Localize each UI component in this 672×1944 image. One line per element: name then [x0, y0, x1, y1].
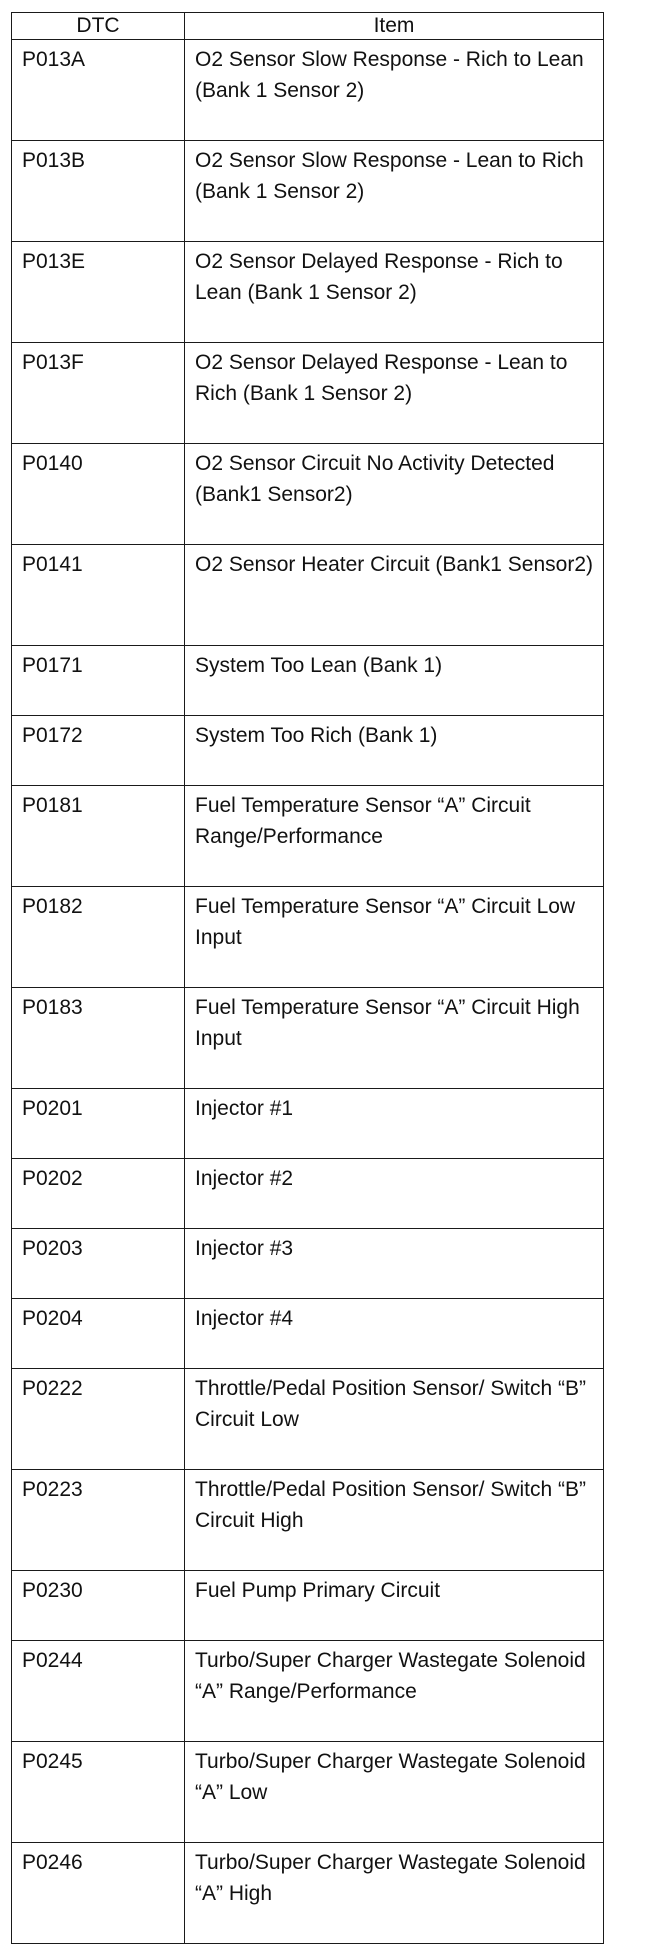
dtc-code: P0223 — [22, 1478, 83, 1501]
dtc-code-cell — [12, 1843, 185, 1944]
table-row — [12, 242, 604, 343]
table-row — [12, 40, 604, 141]
table-row — [12, 1470, 604, 1571]
dtc-item: Fuel Temperature Sensor “A” Circuit High Input — [195, 996, 580, 1050]
dtc-item-cell — [185, 1843, 604, 1944]
dtc-item: O2 Sensor Slow Response - Rich to Lean (Bank 1 Sensor 2) — [195, 48, 584, 102]
dtc-item-cell — [185, 242, 604, 343]
dtc-item: System Too Lean (Bank 1) — [195, 654, 443, 677]
dtc-item-cell — [185, 716, 604, 786]
dtc-code: P0245 — [22, 1750, 83, 1773]
dtc-code-cell — [12, 646, 185, 716]
dtc-item-cell — [185, 545, 604, 646]
table-row — [12, 343, 604, 444]
dtc-item-cell — [185, 1159, 604, 1229]
dtc-item: Injector #1 — [195, 1097, 294, 1120]
dtc-code-cell — [12, 1089, 185, 1159]
dtc-code-cell — [12, 545, 185, 646]
dtc-item: Injector #3 — [195, 1237, 294, 1260]
dtc-code: P0203 — [22, 1237, 83, 1260]
dtc-code: P013A — [22, 48, 86, 71]
table-row — [12, 786, 604, 887]
dtc-code-cell — [12, 1470, 185, 1571]
dtc-item-cell — [185, 1229, 604, 1299]
dtc-item: Fuel Pump Primary Circuit — [195, 1579, 441, 1602]
dtc-item-cell — [185, 1742, 604, 1843]
dtc-code-cell — [12, 1159, 185, 1229]
dtc-code-cell — [12, 786, 185, 887]
dtc-code: P0183 — [22, 996, 83, 1019]
dtc-code: P013B — [22, 149, 86, 172]
header-dtc: DTC — [12, 13, 185, 40]
dtc-item: Turbo/Super Charger Wastegate Solenoid “A” High — [195, 1851, 586, 1905]
dtc-code-cell — [12, 343, 185, 444]
table-row — [12, 1159, 604, 1229]
dtc-item: O2 Sensor Slow Response - Lean to Rich (Bank 1 Sensor 2) — [195, 149, 584, 203]
table-row — [12, 444, 604, 545]
dtc-item-cell — [185, 1299, 604, 1369]
dtc-item: System Too Rich (Bank 1) — [195, 724, 438, 747]
dtc-code-cell — [12, 40, 185, 141]
dtc-item: Throttle/Pedal Position Sensor/ Switch “B” Circuit High — [195, 1478, 587, 1532]
dtc-code: P0172 — [22, 724, 83, 747]
dtc-code: P0141 — [22, 553, 83, 576]
dtc-item-cell — [185, 141, 604, 242]
dtc-code: P013E — [22, 250, 86, 273]
dtc-code: P0222 — [22, 1377, 83, 1400]
dtc-code: P0246 — [22, 1851, 83, 1874]
dtc-item-cell — [185, 887, 604, 988]
dtc-table — [11, 12, 604, 1944]
dtc-item-cell — [185, 343, 604, 444]
table-row — [12, 1089, 604, 1159]
dtc-code-cell — [12, 988, 185, 1089]
table-row — [12, 646, 604, 716]
table-row — [12, 1299, 604, 1369]
dtc-code: P0202 — [22, 1167, 83, 1190]
dtc-code-cell — [12, 444, 185, 545]
dtc-item-cell — [185, 1089, 604, 1159]
dtc-code-cell — [12, 242, 185, 343]
dtc-item-cell — [185, 1571, 604, 1641]
table-row — [12, 141, 604, 242]
dtc-item: Turbo/Super Charger Wastegate Solenoid “A” Range/Performance — [195, 1649, 586, 1703]
dtc-item: O2 Sensor Heater Circuit (Bank1 Sensor2) — [195, 553, 594, 576]
dtc-code: P0182 — [22, 895, 83, 918]
dtc-code-cell — [12, 1229, 185, 1299]
table-row — [12, 716, 604, 786]
dtc-code: P0201 — [22, 1097, 83, 1120]
dtc-code: P0181 — [22, 794, 83, 817]
dtc-item-cell — [185, 1470, 604, 1571]
dtc-item: Injector #2 — [195, 1167, 294, 1190]
dtc-code-cell — [12, 716, 185, 786]
table-row — [12, 1641, 604, 1742]
dtc-item-cell — [185, 786, 604, 887]
dtc-item: O2 Sensor Circuit No Activity Detected (Bank1 Sensor2) — [195, 452, 555, 506]
table-row — [12, 545, 604, 646]
dtc-item: Turbo/Super Charger Wastegate Solenoid “A” Low — [195, 1750, 586, 1804]
dtc-item: Fuel Temperature Sensor “A” Circuit Range/Performance — [195, 794, 531, 848]
dtc-item-cell — [185, 40, 604, 141]
dtc-code-cell — [12, 1742, 185, 1843]
dtc-code: P0140 — [22, 452, 83, 475]
dtc-item-cell — [185, 646, 604, 716]
table-row — [12, 1369, 604, 1470]
dtc-code: P013F — [22, 351, 84, 374]
dtc-item: Fuel Temperature Sensor “A” Circuit Low Input — [195, 895, 576, 949]
dtc-item-cell — [185, 988, 604, 1089]
table-row — [12, 1843, 604, 1944]
dtc-code-cell — [12, 887, 185, 988]
dtc-code: P0204 — [22, 1307, 83, 1330]
dtc-code: P0171 — [22, 654, 83, 677]
table-row — [12, 1571, 604, 1641]
dtc-code: P0244 — [22, 1649, 83, 1672]
dtc-code-cell — [12, 1641, 185, 1742]
table-row — [12, 988, 604, 1089]
dtc-item-cell — [185, 1369, 604, 1470]
dtc-item: Injector #4 — [195, 1307, 294, 1330]
dtc-item: O2 Sensor Delayed Response - Lean to Rich (Bank 1 Sensor 2) — [195, 351, 568, 405]
table-row — [12, 1742, 604, 1843]
dtc-item: Throttle/Pedal Position Sensor/ Switch “B” Circuit Low — [195, 1377, 587, 1431]
dtc-code-cell — [12, 1299, 185, 1369]
table-row — [12, 1229, 604, 1299]
dtc-item: O2 Sensor Delayed Response - Rich to Lean (Bank 1 Sensor 2) — [195, 250, 563, 304]
table-row — [12, 887, 604, 988]
dtc-code-cell — [12, 141, 185, 242]
table-header-row — [12, 13, 604, 40]
dtc-code: P0230 — [22, 1579, 83, 1602]
dtc-code-cell — [12, 1571, 185, 1641]
dtc-item-cell — [185, 444, 604, 545]
header-item: Item — [185, 13, 604, 40]
dtc-code-cell — [12, 1369, 185, 1470]
dtc-item-cell — [185, 1641, 604, 1742]
